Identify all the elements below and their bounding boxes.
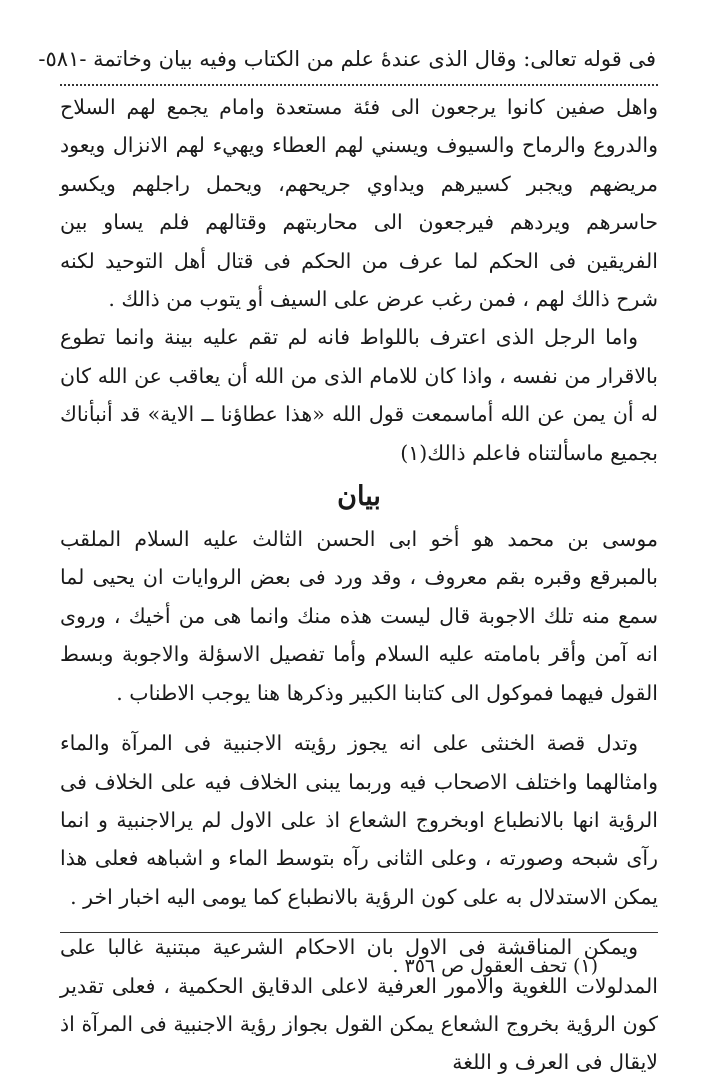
paragraph-gap <box>60 712 658 724</box>
paragraph: واما الرجل الذى اعترف باللواط فانه لم تقم عليه بينة وانما تطوع بالاقرار من نفسه ، واذا كان للامام الذى من الله أن يعاقب عن الله كان له أن يمن عن الله أماسمعت قول الله «هذا عطاؤنا ــ الاية» قد أنبأناك بجميع ماسألتناه فاعلم ذالك(١) <box>60 325 658 465</box>
header-dotted-rule <box>60 84 658 86</box>
paragraph: وتدل قصة الخنثى على انه يجوز رؤيته الاجنبية فى المرآة والماء وامثالهما واختلف الاصحاب فيه وربما يبنى الخلاف فيه على الخلاف فى الرؤية انها بالانطباع اوبخروج الشعاع اذ على الاول لم يرالاجنبية و انما رآى شبحه وصورته ، وعلى الثانى رآه بتوسط الماء و اشباهه فعلى هذا يمكن الاستدلال به على كون الرؤية بالانطباع كما يومى اليه اخبار اخر . <box>60 731 658 909</box>
footnote: (١) تحف العقول ص ٣٥٦ . <box>392 955 598 977</box>
paragraph: موسى بن محمد هو أخو ابى الحسن الثالث عليه السلام الملقب بالمبرقع وقبره بقم معروف ، وقد ورد فى بعض الروايات ان يحيى لما سمع منه تلك الاجوبة قال ليست هذه منك وانما هى من أخيك ، وروى انه آمن وأقر بامامته عليه السلام وأما تفصيل الاسؤلة والاجوبة وبسط القول فيهما فموكول الى كتابنا الكبير وذكرها هنا يوجب الاطناب . <box>60 527 658 705</box>
section-heading: بيان <box>337 481 381 513</box>
paragraph: واهل صفين كانوا يرجعون الى فئة مستعدة وامام يجمع لهم السلاح والدروع والرماح والسيوف ويسني لهم العطاء ويهيء لهم الانزال ويعود مريضهم ويجبر كسيرهم ويداوي جريحهم، ويحمل راجلهم ويكسو حاسرهم ويردهم فيرجعون الى محاربتهم وقتالهم فلم يساو بين الفريقين فى الحكم لما عرف من الحكم فى قتال أهل التوحيد لكنه شرح ذالك لهم ، فمن رغب عرض على السيف أو يتوب من ذالك . <box>60 95 658 312</box>
paragraph: ويمكن المناقشة فى الاول بان الاحكام الشرعية مبتنية غالبا على المدلولات اللغوية والامور العرفية لاعلى الدقايق الحكمية ، فعلى تقدير كون الرؤية بخروج الشعاع يمكن القول بجواز رؤية الاجنبية فى المرآة اذ لايقال فى العرف و اللغة <box>60 935 658 1075</box>
running-head: فى قوله تعالى: وقال الذى عندهٔ علم من الكتاب وفيه بيان وخاتمة -٥٨١- <box>38 47 656 71</box>
footnote-rule <box>60 932 658 933</box>
page-body <box>38 44 658 1082</box>
paragraph-gap <box>60 916 658 928</box>
